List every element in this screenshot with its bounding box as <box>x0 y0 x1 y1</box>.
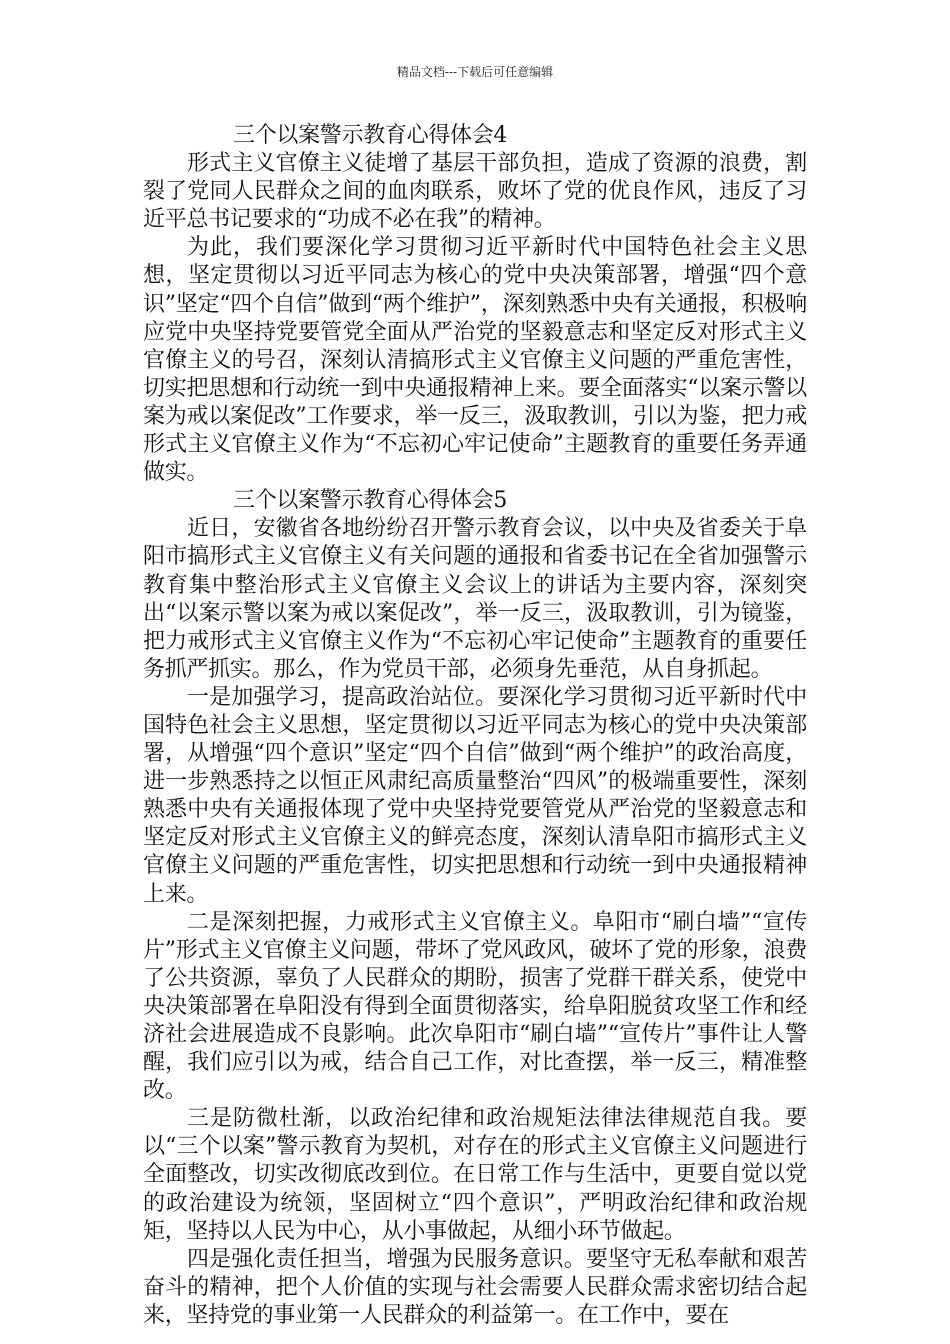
paragraph: 形式主义官僚主义徒增了基层干部负担，造成了资源的浪费，割裂了党同人民群众之间的血肉联系，败坏了党的优良作风，违反了习近平总书记要求的“功成不必在我”的精神。 <box>143 151 807 233</box>
paragraph: 为此，我们要深化学习贯彻习近平新时代中国特色社会主义思想，坚定贯彻以习近平同志为核心的党中央决策部署，增强“四个意识”坚定“四个自信”做到“两个维护”，深刻熟悉中央有关通报，积极响应党中央坚持党要管党全面从严治党的坚毅意志和坚定反对形式主义官僚主义的号召，深刻认清搞形式主义官僚主义问题的严重危害性，切实把思想和行动统一到中央通报精神上来。要全面落实“以案示警以案为戒以案促改”工作要求，举一反三，汲取教训，引以为鉴，把力戒形式主义官僚主义作为“不忘初心牢记使命”主题教育的重要任务弄通做实。 <box>143 235 807 486</box>
document-body <box>143 122 807 1330</box>
section-title-4: 三个以案警示教育心得体会4 <box>233 123 508 148</box>
section-title-5: 三个以案警示教育心得体会5 <box>233 488 508 514</box>
paragraph: 一是加强学习，提高政治站位。要深化学习贯彻习近平新时代中国特色社会主义思想，坚定贯彻以习近平同志为核心的党中央决策部署，从增强“四个意识”坚定“四个自信”做到“两个维护”的政治高度，进一步熟悉持之以恒正风肃纪高质量整治“四风”的极端重要性，深刻熟悉中央有关通报体现了党中央坚持党要管党从严治党的坚毅意志和坚定反对形式主义官僚主义的鲜亮态度，深刻认清阜阳市搞形式主义官僚主义问题的严重危害性，切实把思想和行动统一到中央通报精神上来。 <box>143 684 807 907</box>
paragraph: 四是强化责任担当，增强为民服务意识。要坚守无私奉献和艰苦奋斗的精神，把个人价值的实现与社会需要人民群众需求密切结合起来，坚持党的事业第一人民群众的利益第一。在工作中，要在 <box>143 1246 807 1328</box>
page-header: 精品文档---下载后可任意编辑 <box>396 65 554 79</box>
paragraph: 二是深刻把握，力戒形式主义官僚主义。阜阳市“刷白墙”“宣传片”形式主义官僚主义问题，带坏了党风政风，破坏了党的形象，浪费了公共资源，辜负了人民群众的期盼，损害了党群干群关系，使党中央决策部署在阜阳没有得到全面贯彻落实，给阜阳脱贫攻坚工作和经济社会进展造成不良影响。此次阜阳市“刷白墙”“宣传片”事件让人警醒，我们应引以为戒，结合自己工作，对比查摆，举一反三，精准整改。 <box>143 909 807 1104</box>
paragraph: 近日，安徽省各地纷纷召开警示教育会议，以中央及省委关于阜阳市搞形式主义官僚主义有关问题的通报和省委书记在全省加强警示教育集中整治形式主义官僚主义会议上的讲话为主要内容，深刻突出“以案示警以案为戒以案促改”，举一反三，汲取教训，引为镜鉴，把力戒形式主义官僚主义作为“不忘初心牢记使命”主题教育的重要任务抓严抓实。那么，作为党员干部，必须身先垂范，从自身抓起。 <box>143 516 807 682</box>
paragraph: 三是防微杜渐，以政治纪律和政治规矩法律法律规范自我。要以“三个以案”警示教育为契机，对存在的形式主义官僚主义问题进行全面整改，切实改彻底改到位。在日常工作与生活中，更要自觉以党的政治建设为统领，坚固树立“四个意识”，严明政治纪律和政治规矩，坚持以人民为中心，从小事做起，从细小环节做起。 <box>143 1106 807 1244</box>
